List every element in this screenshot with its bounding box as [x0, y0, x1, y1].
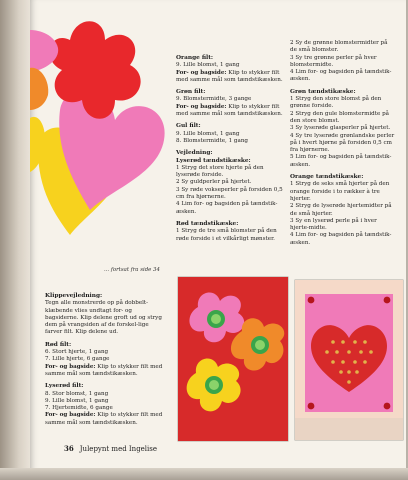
orange-felt-sides-text: Klip to stykker filt med samme mål som tændstikæsken.: [176, 69, 283, 83]
pink-felt-corner: [30, 30, 58, 72]
pink-felt-title: Lyserød filt:: [45, 383, 84, 390]
guide-title: Vejledning:: [176, 150, 213, 157]
pink-box-step: 3 Sy røde vokseperler på forsiden 0,5 cm fra hjørnerne.: [176, 186, 283, 201]
pink-box-step: 1 Stryg det store hjerte på den lyserøde forside.: [176, 164, 264, 179]
orange-box-step: 3 Sy en lyserød perle på i hver hjerte-midte.: [290, 217, 377, 232]
pink-box-step: 4 Lim for- og bagsiden på tændstik-æsken.: [176, 201, 278, 215]
orange-box-title: Orange tændstikæske:: [290, 174, 364, 181]
red-felt-line: 7. Lille hjerte, 6 gange: [45, 356, 110, 363]
orange-felt-title: Orange filt:: [176, 55, 214, 61]
column-c: [290, 40, 396, 252]
red-felt-sides-label: For- og bagside:: [45, 363, 96, 370]
red-box-step: 2 Sy de grønne blomstermidter på de små blomster.: [290, 40, 388, 54]
cutting-text: Tegn alle monstrerde op på dobbelt-klæbende vlies undtagt for- og bagsiderne. Klip delene groft ud og stryg dem på vrangsiden af de forskel-lige farver filt. Klip delene ud.: [45, 300, 162, 336]
green-box-step: 1 Stryg den store blomst på den grønne forside.: [290, 96, 382, 110]
page-bottom-edge: [0, 468, 408, 480]
red-matchbox-photo: [178, 277, 288, 441]
orange-felt-sides-label: For- og bagside:: [176, 69, 227, 76]
pink-matchbox-photo: [295, 280, 403, 440]
green-box-step: 4 Sy tre lyserøde grønlandske perler på i hvert hjørne på forsiden 0,5 cm fra hjørnerne.: [290, 132, 395, 154]
orange-box-step: 4 Lim for- og bagsiden på tændstik-æsken.: [290, 232, 392, 246]
green-box-step: 2 Stryg den gule blomstermidte på den store blomst.: [290, 110, 390, 124]
green-box-title: Grøn tændstikæske:: [290, 88, 356, 95]
red-felt-line: 6. Stort hjerte, 1 gang: [45, 349, 109, 356]
pink-felt-sides-text: Klip to stykker filt med samme mål som tændstikæsken.: [45, 412, 163, 426]
pink-felt-line: 7. Hjertemidte, 6 gange: [45, 405, 113, 412]
book-spine: [0, 0, 34, 480]
felt-hearts-photo: [30, 0, 170, 240]
cutting-title: Klippevejledning:: [45, 293, 103, 299]
pink-felt-line: 9. Lille blomst, 1 gang: [45, 397, 109, 404]
green-felt-line: 9. Blomstermidte, 3 gange: [176, 96, 252, 103]
running-title: Julepynt med Ingelise: [79, 445, 158, 453]
page-footer: [64, 444, 157, 453]
red-felt-title: Rød filt:: [45, 341, 72, 348]
red-box-step: 4 Lim for- og bagsiden på tændstik-æsken.: [290, 69, 392, 83]
yellow-felt-line: 8. Blomstermidte, 1 gang: [176, 137, 249, 144]
red-felt-sides-text: Klip to stykker filt med samme mål som tændstikæsken.: [45, 363, 163, 377]
orange-box-step: 1 Stryg de seks små hjerter på den orange forside i to rækker à tre hjerter.: [290, 181, 390, 202]
red-box-step: 1 Stryg de tre små blomster på den røde forside i et vilkårligt mønster.: [176, 228, 277, 242]
green-felt-title: Grøn filt:: [176, 89, 206, 96]
red-box-step: 3 Sy tre grønne perler på hver blomstermidte.: [290, 54, 377, 68]
green-felt-sides-text: Klip to stykker filt med samme mål som tændstikæsken.: [176, 103, 283, 118]
orange-felt-line: 9. Lille blomst, 1 gang: [176, 62, 240, 69]
column-a: [45, 288, 167, 432]
page-number: 36: [64, 444, 74, 453]
pink-box-step: 2 Sy guldperler på hjertet.: [176, 179, 252, 186]
green-box-step: 3 Sy lyserøde glasperler på hjertet.: [290, 125, 391, 132]
red-box-title: Rød tændstikæske:: [176, 220, 239, 227]
orange-box-step: 2 Stryg de lyserøde hjertemidter på de små hjerter.: [290, 203, 392, 217]
column-b: [176, 50, 284, 248]
yellow-felt-title: Gul filt:: [176, 123, 201, 130]
orange-felt-corner: [30, 68, 48, 110]
yellow-felt-line: 9. Lille blomst, 1 gang: [176, 130, 240, 137]
green-box-step: 5 Lim for- og bagsiden på tændstik-æsken.: [290, 154, 392, 168]
pink-felt-line: 8. Stor blomst, 1 gang: [45, 390, 109, 397]
pink-box-title: Lyserød tændstikæske:: [176, 157, 251, 164]
continued-note: ... fortsat fra side 34: [104, 267, 160, 273]
green-felt-sides-label: For- og bagside:: [176, 103, 227, 110]
pink-felt-sides-label: For- og bagside:: [45, 412, 96, 419]
